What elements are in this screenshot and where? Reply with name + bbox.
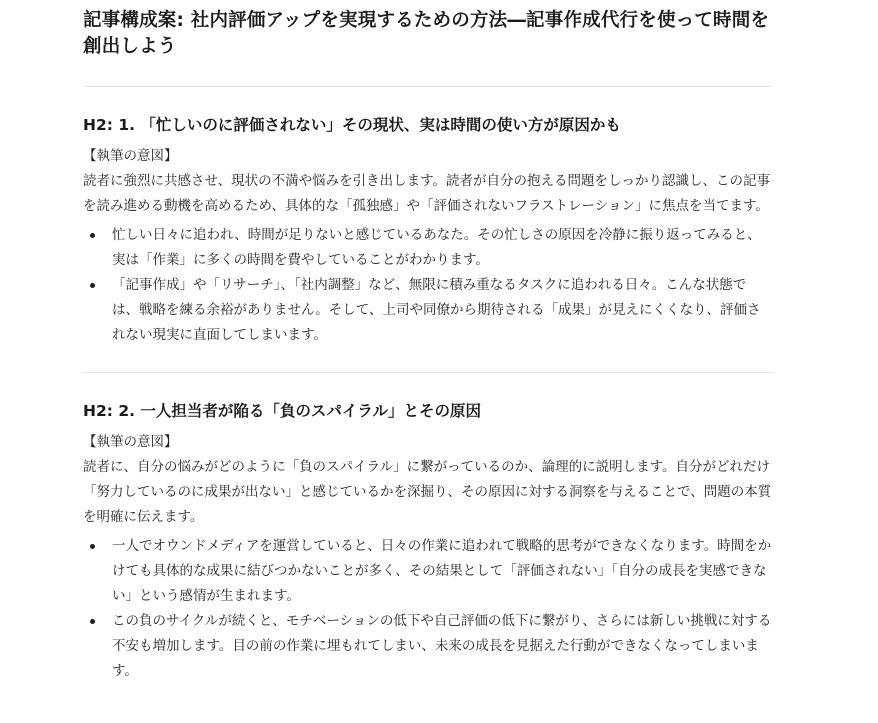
bullet-icon [90,283,95,288]
bullet-icon [90,233,95,238]
section-2 [83,400,773,684]
intent-paragraph: 読者に強烈に共感させ、現状の不満や悩みを引き出します。読者が自分の抱える問題をしっかり認識し、この記事を読み進める動機を高めるため、具体的な「孤独感」や「評価されないフラストレーション」に焦点を当てます。 [83,173,771,214]
list-item [112,609,773,684]
document-title: 記事構成案: 社内評価アップを実現するための方法―記事作成代行を使って時間を創出しよう [83,10,770,57]
section-heading: H2: 2. 一人担当者が陥る「負のスパイラル」とその原因 [83,402,481,420]
bullet-list [83,534,773,684]
intent-label: 【執筆の意図】 [83,434,178,450]
section-divider [83,372,773,373]
list-item [112,223,773,273]
bullet-icon [90,544,95,549]
list-item [112,534,773,609]
section-heading: H2: 1. 「忙しいのに評価されない」その現状、実は時間の使い方が原因かも [83,116,621,134]
list-item-text: 忙しい日々に追われ、時間が足りないと感じているあなた。その忙しさの原因を冷静に振り返ってみると、実は「作業」に多くの時間を費やしていることがわかります。 [112,227,761,268]
intent-paragraph: 読者に、自分の悩みがどのように「負のスパイラル」に繋がっているのか、論理的に説明します。自分がどれだけ「努力しているのに成果が出ない」と感じているかを深掘り、その原因に対する洞察を与えることで、問題の本質を明確に伝えます。 [83,459,772,525]
list-item-text: この負のサイクルが続くと、モチベーションの低下や自己評価の低下に繋がり、さらには新しい挑戦に対する不安も増加します。目の前の作業に埋もれてしまい、未来の成長を見据えた行動ができなくなってしまいます。 [112,613,772,679]
bullet-icon [90,619,95,624]
intent-label: 【執筆の意図】 [83,148,178,164]
section-1 [83,114,773,348]
section-divider [83,86,773,87]
list-item-text: 一人でオウンドメディアを運営していると、日々の作業に追われて戦略的思考ができなくなります。時間をかけても具体的な成果に結びつかないことが多く、その結果として「評価されない」「自分の成長を実感できない」という感情が生まれます。 [112,538,772,604]
document-page [83,0,773,684]
bullet-list [83,223,773,348]
list-item [112,273,773,348]
list-item-text: 「記事作成」や「リサーチ」、「社内調整」など、無限に積み重なるタスクに追われる日々。こんな状態では、戦略を練る余裕がありません。そして、上司や同僚から期待される「成果」が見えにくくなり、評価されない現実に直面してしまいます。 [112,277,761,343]
